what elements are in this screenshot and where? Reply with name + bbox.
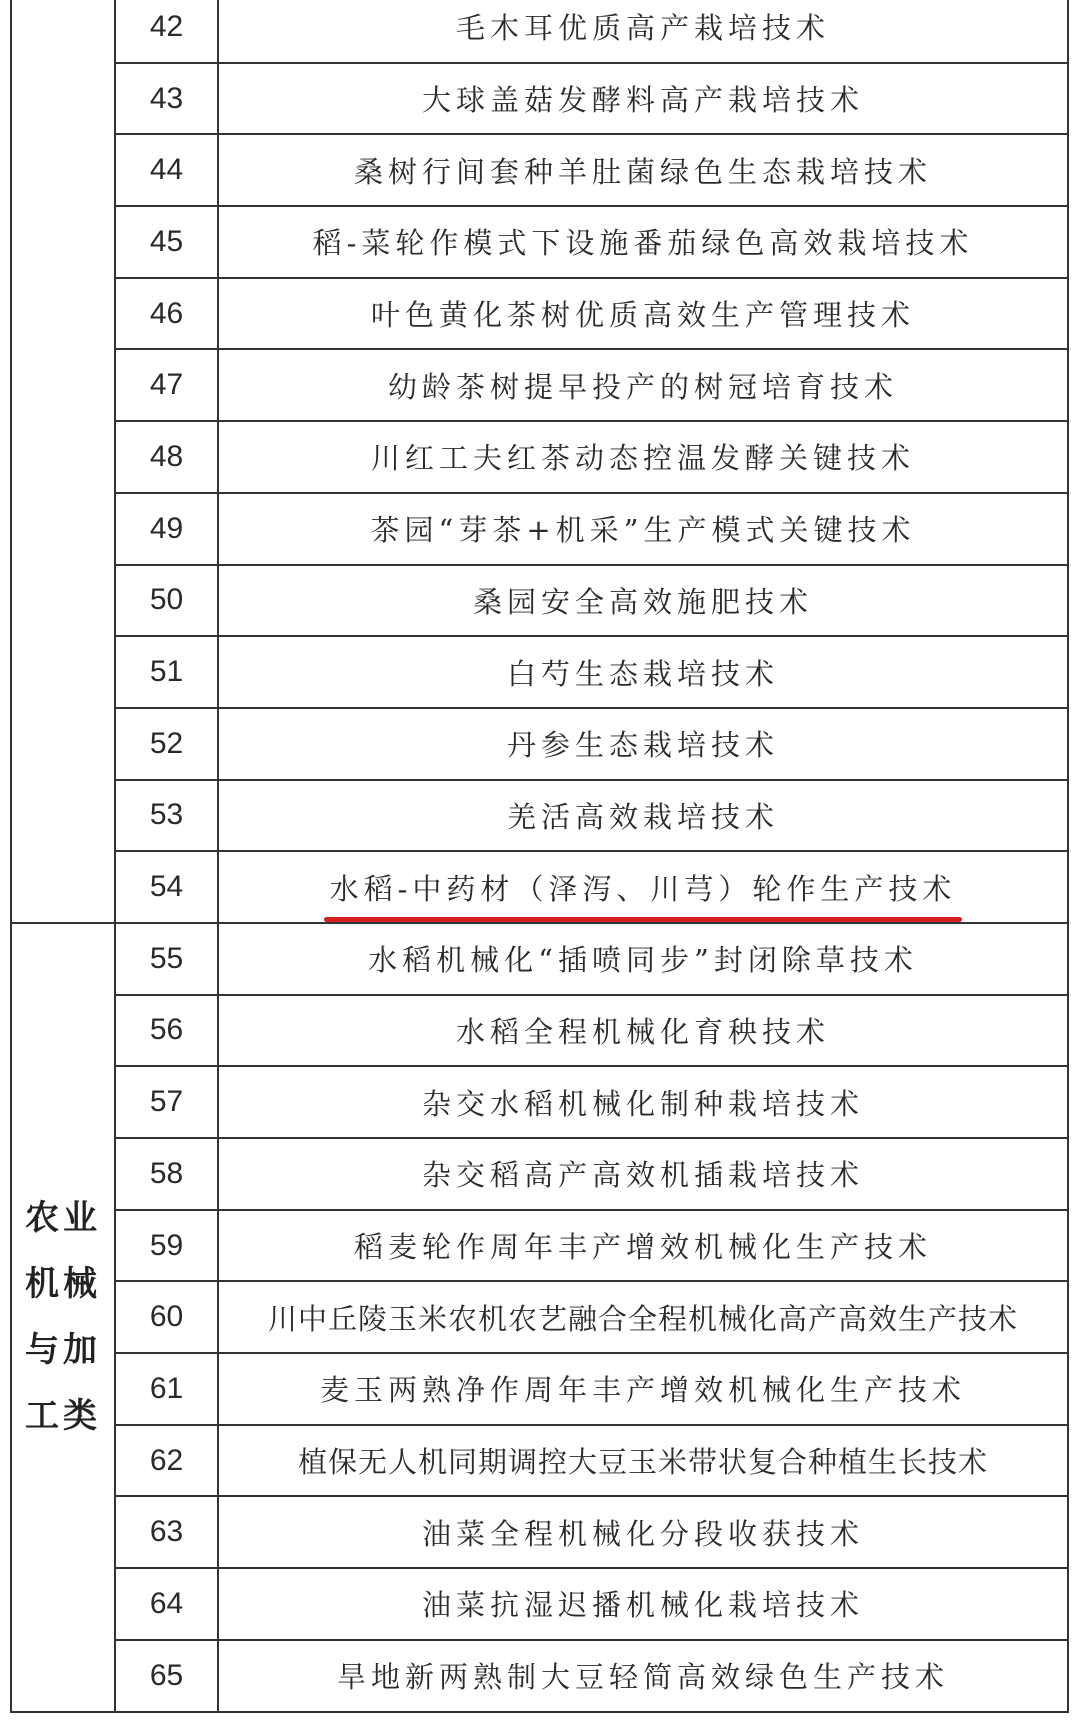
row-number: 42 <box>115 0 218 63</box>
table-row <box>11 1353 1068 1425</box>
row-number: 58 <box>115 1138 218 1210</box>
row-number: 46 <box>115 278 218 350</box>
technology-name: 水稻机械化“插喷同步”封闭除草技术 <box>218 923 1068 995</box>
table-row <box>11 1210 1068 1282</box>
row-number: 59 <box>115 1210 218 1282</box>
technology-name: 油菜全程机械化分段收获技术 <box>218 1496 1068 1568</box>
category-label: 农业机械与加工类 <box>25 1198 101 1437</box>
table-row <box>11 1568 1068 1640</box>
technology-name: 植保无人机同期调控大豆玉米带状复合种植生长技术 <box>218 1425 1068 1497</box>
technology-name: 幼龄茶树提早投产的树冠培育技术 <box>218 349 1068 421</box>
table-row <box>11 1425 1068 1497</box>
technology-name: 丹参生态栽培技术 <box>218 708 1068 780</box>
row-number: 47 <box>115 349 218 421</box>
technology-name: 稻麦轮作周年丰产增效机械化生产技术 <box>218 1210 1068 1282</box>
table-row <box>11 63 1068 135</box>
table-row <box>11 565 1068 637</box>
row-number: 51 <box>115 636 218 708</box>
table-row <box>11 278 1068 350</box>
table-row <box>11 1640 1068 1712</box>
row-number: 64 <box>115 1568 218 1640</box>
table-row <box>11 206 1068 278</box>
table-row <box>11 1496 1068 1568</box>
highlighted-technology <box>330 867 957 908</box>
technology-name: 茶园“芽茶+机采”生产模式关键技术 <box>218 493 1068 565</box>
table-row <box>11 421 1068 493</box>
technology-name: 桑树行间套种羊肚菌绿色生态栽培技术 <box>218 134 1068 206</box>
table-row <box>11 493 1068 565</box>
row-number: 54 <box>115 851 218 923</box>
row-number: 52 <box>115 708 218 780</box>
technology-name: 白芍生态栽培技术 <box>218 636 1068 708</box>
technology-name: 旱地新两熟制大豆轻简高效绿色生产技术 <box>218 1640 1068 1712</box>
row-number: 55 <box>115 923 218 995</box>
row-number: 49 <box>115 493 218 565</box>
technology-name: 叶色黄化茶树优质高效生产管理技术 <box>218 278 1068 350</box>
row-number: 61 <box>115 1353 218 1425</box>
table-row <box>11 1281 1068 1353</box>
technology-name: 油菜抗湿迟播机械化栽培技术 <box>218 1568 1068 1640</box>
table-row <box>11 1138 1068 1210</box>
technology-name <box>218 851 1068 923</box>
technology-name: 水稻全程机械化育秧技术 <box>218 995 1068 1067</box>
technology-name: 杂交稻高产高效机插栽培技术 <box>218 1138 1068 1210</box>
technology-name: 杂交水稻机械化制种栽培技术 <box>218 1066 1068 1138</box>
table-row <box>11 134 1068 206</box>
red-underline-mark <box>324 917 963 922</box>
row-number: 44 <box>115 134 218 206</box>
technology-name: 川红工夫红茶动态控温发酵关键技术 <box>218 421 1068 493</box>
technology-name: 毛木耳优质高产栽培技术 <box>218 0 1068 63</box>
row-number: 43 <box>115 63 218 135</box>
table-row <box>11 708 1068 780</box>
row-number: 45 <box>115 206 218 278</box>
technology-name: 稻-菜轮作模式下设施番茄绿色高效栽培技术 <box>218 206 1068 278</box>
row-number: 62 <box>115 1425 218 1497</box>
row-number: 53 <box>115 780 218 852</box>
row-number: 65 <box>115 1640 218 1712</box>
table-row <box>11 780 1068 852</box>
table-row <box>11 851 1068 923</box>
row-number: 57 <box>115 1066 218 1138</box>
table-row <box>11 1066 1068 1138</box>
technology-name: 川中丘陵玉米农机农艺融合全程机械化高产高效生产技术 <box>218 1281 1068 1353</box>
table-row <box>11 995 1068 1067</box>
row-number: 56 <box>115 995 218 1067</box>
technology-name-text: 水稻-中药材（泽泻、川芎）轮作生产技术 <box>329 871 957 906</box>
row-number: 50 <box>115 565 218 637</box>
category-cell <box>11 923 115 1712</box>
table-row <box>11 349 1068 421</box>
technology-name: 桑园安全高效施肥技术 <box>218 565 1068 637</box>
row-number: 63 <box>115 1496 218 1568</box>
category-cell <box>11 0 115 923</box>
technology-name: 大球盖菇发酵料高产栽培技术 <box>218 63 1068 135</box>
row-number: 60 <box>115 1281 218 1353</box>
technology-name: 羌活高效栽培技术 <box>218 780 1068 852</box>
row-number: 48 <box>115 421 218 493</box>
technology-name: 麦玉两熟净作周年丰产增效机械化生产技术 <box>218 1353 1068 1425</box>
table-row <box>11 636 1068 708</box>
table-row <box>11 0 1068 63</box>
table-row <box>11 923 1068 995</box>
technology-table <box>10 0 1069 1713</box>
